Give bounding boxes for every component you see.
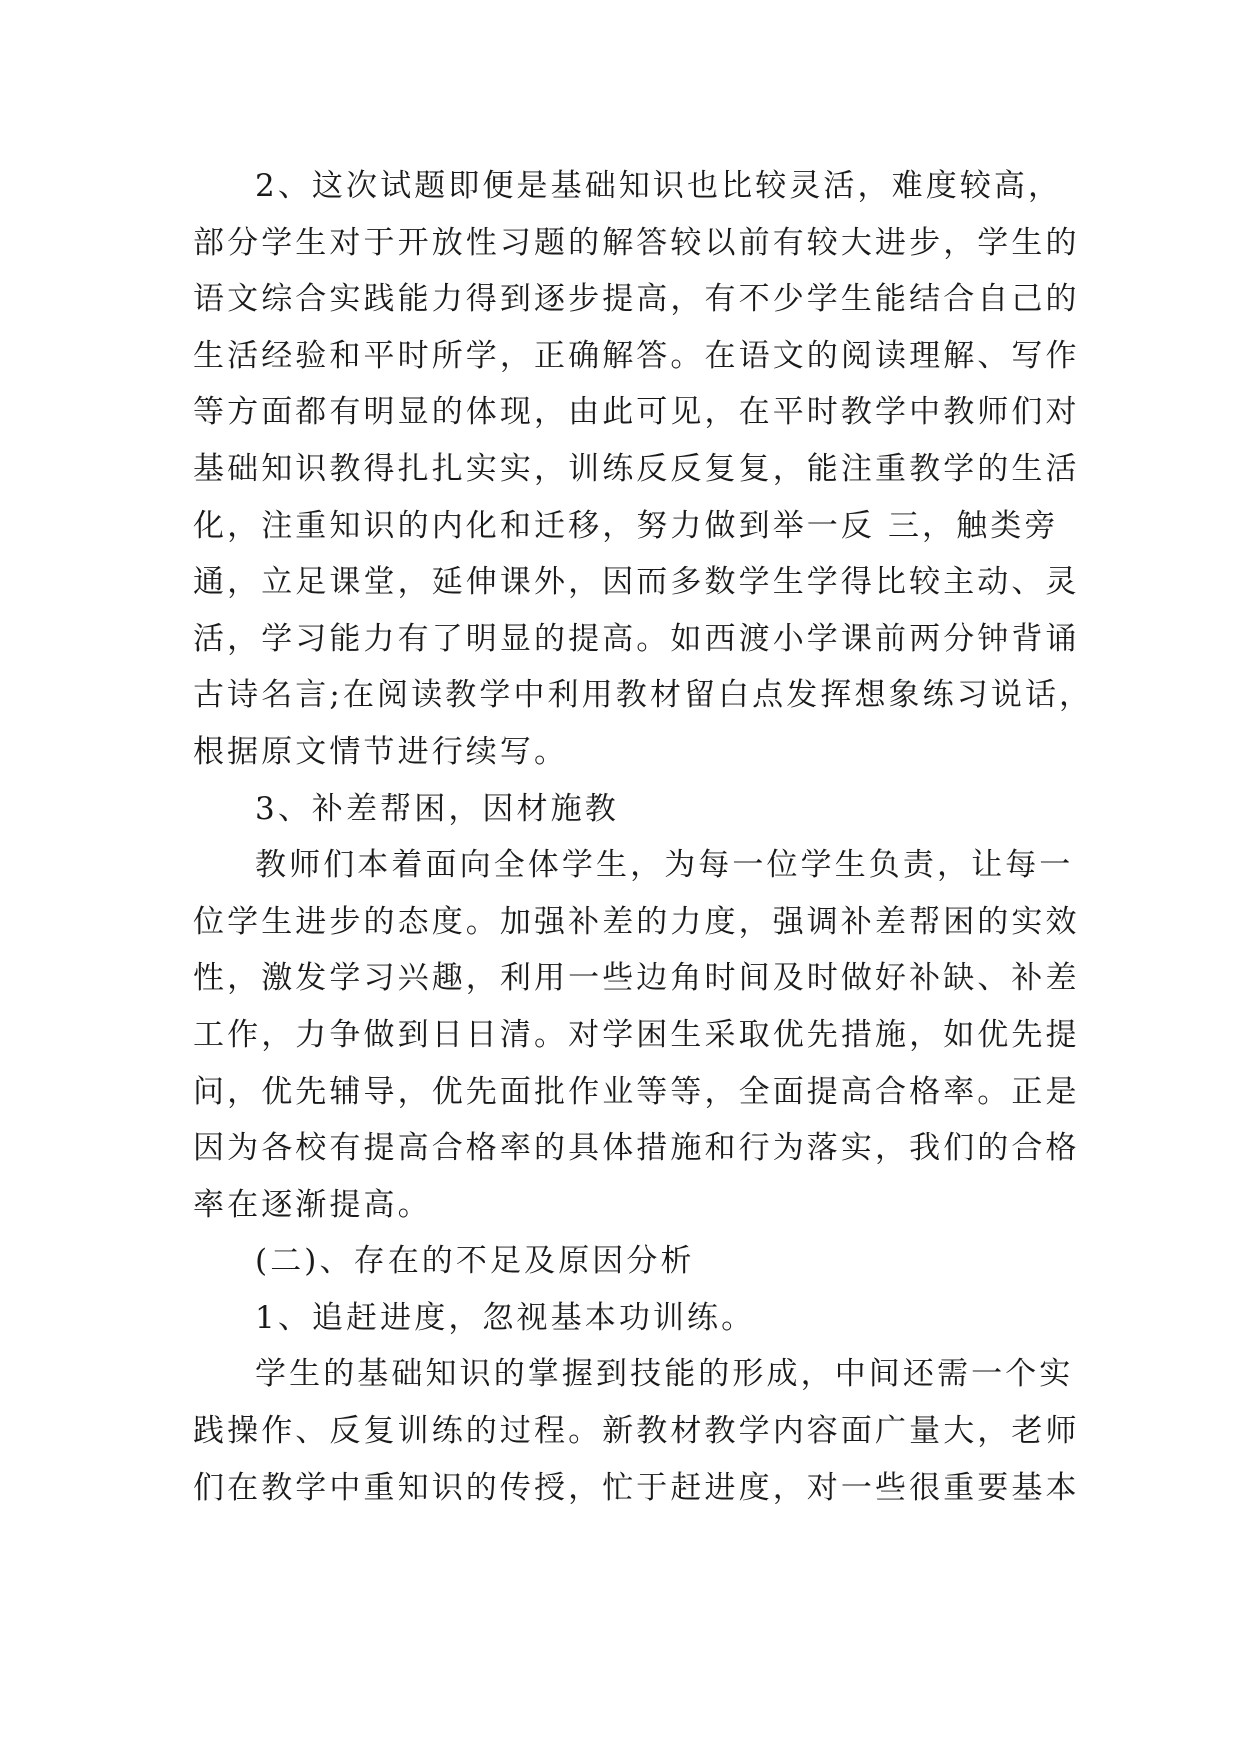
section-heading: (二)、存在的不足及原因分析	[255, 1243, 695, 1280]
text-line: 践操作、反复训练的过程。新教材教学内容面广量大，老师	[193, 1413, 1080, 1450]
subsection-heading: 1、追赶进度，忽视基本功训练。	[255, 1299, 756, 1336]
text-line: 们在教学中重知识的传授，忙于赶进度，对一些很重要基本	[193, 1469, 1080, 1506]
text-line: 学生的基础知识的掌握到技能的形成，中间还需一个实	[255, 1356, 1074, 1393]
text-line: 性，激发学习兴趣，利用一些边角时间及时做好补缺、补差	[193, 960, 1080, 997]
text-line: 问，优先辅导，优先面批作业等等，全面提高合格率。正是	[193, 1073, 1080, 1110]
text-line: 通，立足课堂，延伸课外，因而多数学生学得比较主动、灵	[193, 564, 1080, 601]
text-line: 古诗名言;在阅读教学中利用教材留白点发挥想象练习说话，	[193, 677, 1094, 714]
text-line: 根据原文情节进行续写。	[193, 733, 569, 770]
text-line: 活，学习能力有了明显的提高。如西渡小学课前两分钟背诵	[193, 620, 1080, 657]
text-line: 基础知识教得扎扎实实，训练反反复复，能注重教学的生活	[193, 450, 1080, 487]
text-line: 2、这次试题即便是基础知识也比较灵活，难度较高，	[255, 168, 1063, 204]
text-line: 部分学生对于开放性习题的解答较以前有较大进步，学生的	[193, 224, 1080, 261]
text-line: 工作，力争做到日日清。对学困生采取优先措施，如优先提	[193, 1016, 1080, 1053]
text-line: 位学生进步的态度。加强补差的力度，强调补差帮困的实效	[193, 903, 1080, 940]
section-heading: 3、补差帮困，因材施教	[255, 790, 619, 827]
text-line: 语文综合实践能力得到逐步提高，有不少学生能结合自己的	[193, 281, 1080, 318]
text-line: 因为各校有提高合格率的具体措施和行为落实，我们的合格	[193, 1130, 1080, 1167]
text-line: 生活经验和平时所学，正确解答。在语文的阅读理解、写作	[193, 337, 1080, 374]
text-line: 等方面都有明显的体现，由此可见，在平时教学中教师们对	[193, 394, 1080, 431]
text-line: 化，注重知识的内化和迁移，努力做到举一反 三，触类旁	[193, 507, 1059, 544]
body-text	[193, 158, 1094, 1516]
text-line: 教师们本着面向全体学生，为每一位学生负责，让每一	[255, 847, 1074, 884]
text-line: 率在逐渐提高。	[193, 1186, 432, 1223]
